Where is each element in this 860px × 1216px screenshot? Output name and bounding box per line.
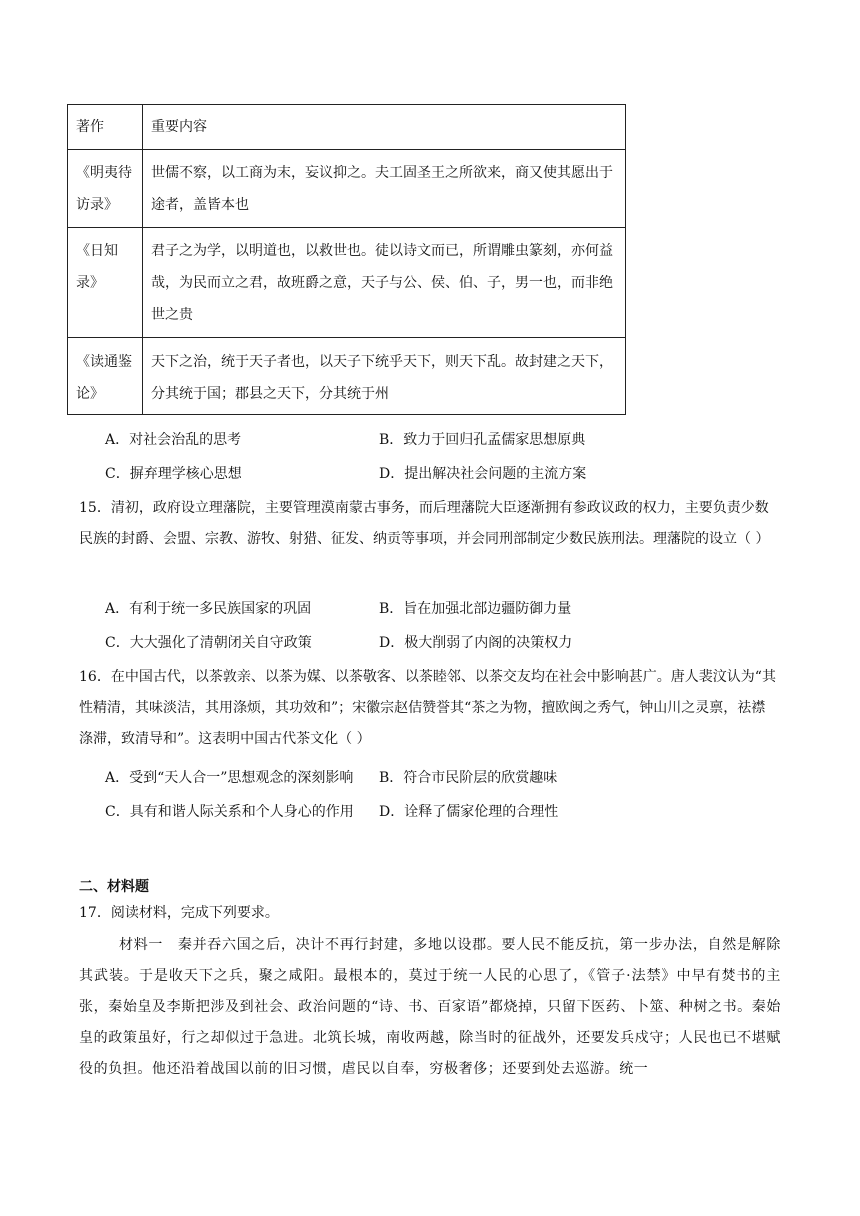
section-title: 二、材料题 bbox=[79, 879, 149, 895]
q15-option-b: B．旨在加强北部边疆防御力量 bbox=[379, 601, 572, 617]
q14-option-a: A．对社会治乱的思考 bbox=[105, 432, 242, 448]
table-header-row bbox=[68, 105, 626, 150]
header-content: 重要内容 bbox=[143, 105, 626, 150]
material-one: 材料一 秦并吞六国之后，决计不再行封建，多地以设郡。要人民不能反抗，第一步办法，自然是解除其武装。于是收天下之兵，聚之咸阳。最根本的，莫过于统一人民的心思了，《管子·法禁》中早有焚书的主张，秦始皇及李斯把涉及到社会、政治问题的“诗、书、百家语”都烧掉，只留下医药、卜筮、种树之书。秦始皇的政策虽好，行之却似过于急进。北筑长城，南收两越，除当时的征战外，还要发兵戍守；人民也已不堪赋役的负担。他还沿着战国以前的旧习惯，虐民以自奉，穷极奢侈；还要到处去巡游。统一 bbox=[79, 937, 781, 1077]
work-title: 《读通鉴论》 bbox=[68, 338, 143, 415]
q15-stem: 15．清初，政府设立理藩院，主要管理漠南蒙古事务，而后理藩院大臣逐渐拥有参政议政的权力，主要负责少数民族的封爵、会盟、宗教、游牧、射猎、征发、纳贡等事项，并会同刑部制定少数民族刑法。理藩院的设立（ ） bbox=[79, 500, 770, 547]
table-row bbox=[68, 338, 626, 415]
q14-option-d: D．提出解决社会问题的主流方案 bbox=[379, 466, 587, 482]
header-work: 著作 bbox=[68, 105, 143, 150]
q14-option-c: C．摒弃理学核心思想 bbox=[105, 466, 242, 482]
work-content: 世儒不察，以工商为末，妄议抑之。夫工固圣王之所欲来，商又使其愿出于途者，盖皆本也 bbox=[143, 150, 626, 228]
q16-option-c: C．具有和谐人际关系和个人身心的作用 bbox=[105, 804, 354, 820]
q17-intro: 17．阅读材料，完成下列要求。 bbox=[79, 905, 279, 921]
work-content: 天下之治，统于天子者也，以天子下统乎天下，则天下乱。故封建之天下，分其统于国；郡县之天下，分其统于州 bbox=[143, 338, 626, 415]
table-row bbox=[68, 228, 626, 338]
q14-option-b: B．致力于回归孔孟儒家思想原典 bbox=[379, 432, 586, 448]
works-table bbox=[67, 104, 626, 415]
q15-option-d: D．极大削弱了内阁的决策权力 bbox=[379, 635, 573, 651]
work-title: 《日知录》 bbox=[68, 228, 143, 338]
q16-option-a: A．受到“天人合一”思想观念的深刻影响 bbox=[105, 770, 354, 786]
work-title: 《明夷待访录》 bbox=[68, 150, 143, 228]
q15-option-a: A．有利于统一多民族国家的巩固 bbox=[105, 601, 312, 617]
work-content: 君子之为学，以明道也，以救世也。徒以诗文而已，所谓雕虫篆刻，亦何益哉，为民而立之君，故班爵之意，天子与公、侯、伯、子，男一也，而非绝世之贵 bbox=[143, 228, 626, 338]
q16-stem: 16．在中国古代，以茶敦亲、以茶为媒、以茶敬客、以茶睦邻、以茶交友均在社会中影响甚广。唐人裴汶认为“其性精清，其味淡洁，其用涤烦，其功效和”；宋徽宗赵佶赞誉其“茶之为物，擅欧闽之秀气，钟山川之灵禀，祛襟涤滞，致清导和”。这表明中国古代茶文化（ ） bbox=[79, 669, 776, 747]
q16-option-b: B．符合市民阶层的欣赏趣味 bbox=[379, 770, 558, 786]
q15-option-c: C．大大强化了清朝闭关自守政策 bbox=[105, 635, 312, 651]
q16-option-d: D．诠释了儒家伦理的合理性 bbox=[379, 804, 559, 820]
table-row bbox=[68, 150, 626, 228]
